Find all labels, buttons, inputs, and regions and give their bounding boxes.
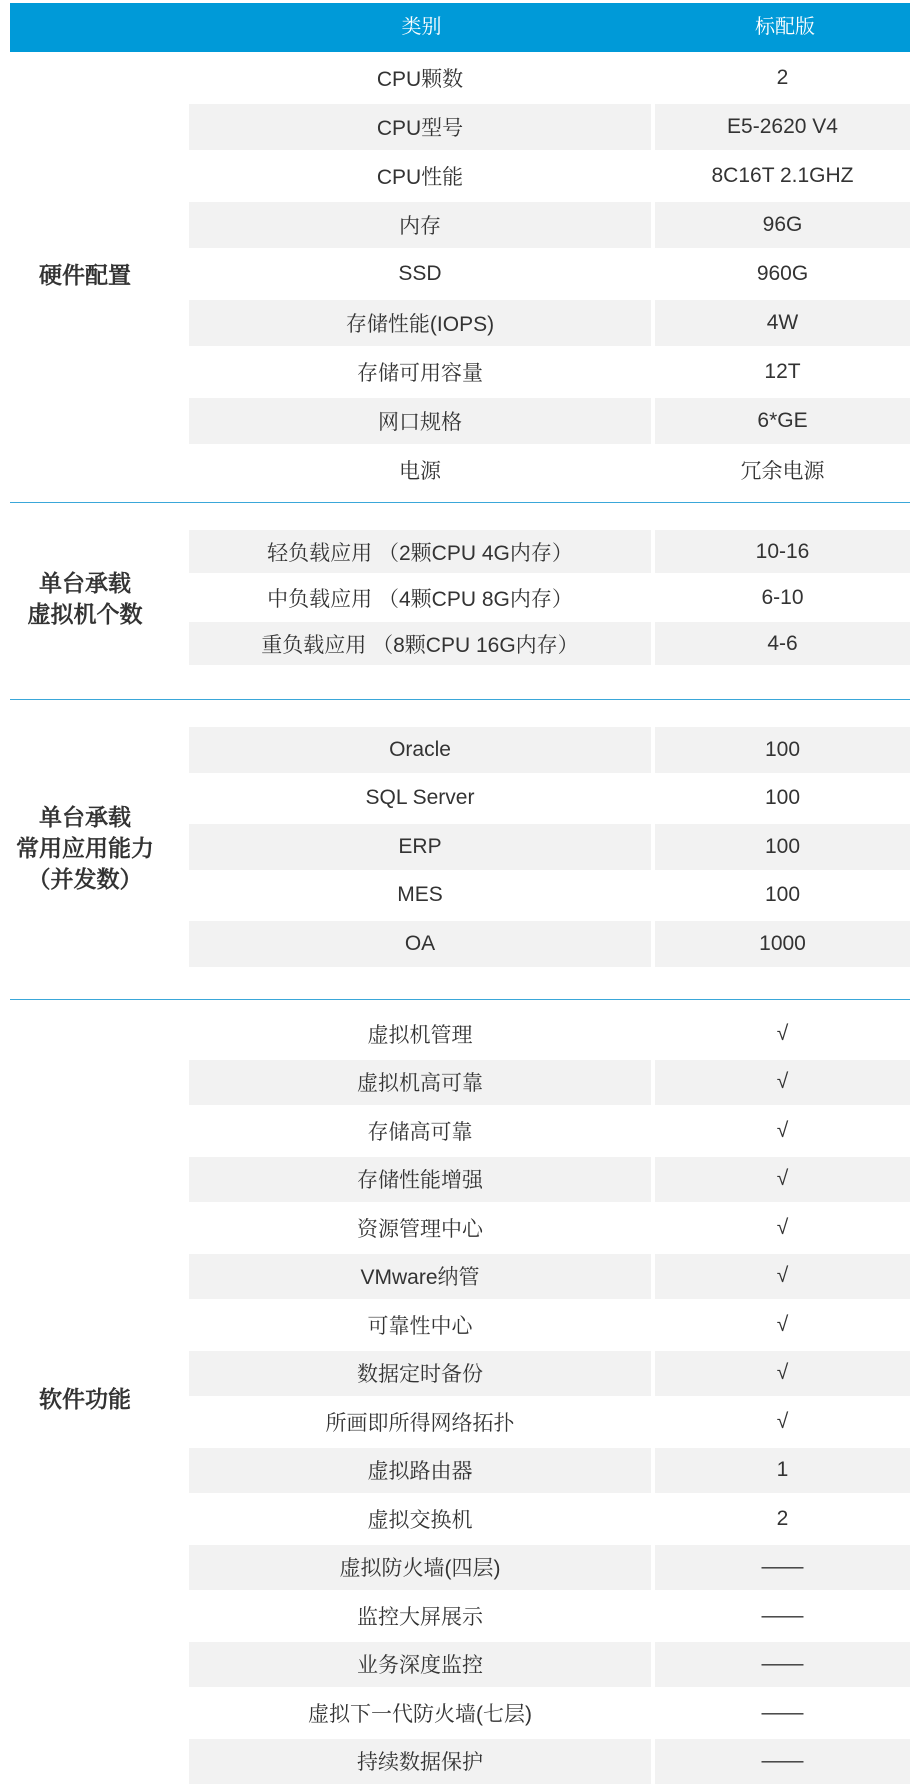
item-cell: SSD (398, 262, 442, 285)
item-cell: 内存 (189, 202, 651, 248)
value-cell: 1000 (655, 921, 910, 967)
table-row (189, 1448, 910, 1494)
table-row (189, 824, 910, 870)
section-1 (0, 55, 910, 505)
value-cell: 12T (764, 360, 801, 383)
table-row (189, 530, 910, 573)
item-cell: 监控大屏展示 (357, 1605, 483, 1629)
item-cell: 业务深度监控 (189, 1642, 651, 1688)
item-cell: 虚拟机高可靠 (189, 1060, 651, 1106)
table-row (189, 727, 910, 773)
item-cell: ERP (189, 824, 651, 870)
section-title-line: （并发数） (27, 865, 143, 892)
item-cell: 持续数据保护 (189, 1739, 651, 1785)
value-cell: √ (655, 1157, 910, 1203)
value-cell: 1 (655, 1448, 910, 1494)
value-cell: √ (776, 1409, 789, 1433)
value-cell: 100 (764, 786, 801, 810)
section-title (0, 1384, 170, 1415)
item-cell: SQL Server (365, 786, 475, 810)
table-row (189, 873, 910, 919)
value-cell: —— (761, 1700, 804, 1724)
item-cell: 所画即所得网络拓扑 (325, 1411, 515, 1435)
table-row (189, 576, 910, 619)
table-row (189, 1690, 910, 1736)
table-row (189, 1205, 910, 1251)
item-cell: 虚拟交换机 (367, 1508, 473, 1532)
section-2 (0, 503, 910, 701)
item-cell: 存储性能(IOPS) (189, 300, 651, 346)
value-cell: —— (655, 1545, 910, 1591)
value-cell: √ (655, 1254, 910, 1300)
table-row (189, 251, 910, 297)
value-cell: 10-16 (655, 530, 910, 573)
table-row (189, 1593, 910, 1639)
table-row (189, 1157, 910, 1203)
table-row (189, 1642, 910, 1688)
item-cell: OA (189, 921, 651, 967)
section-title-line: 虚拟机个数 (27, 601, 143, 627)
item-cell: 轻负载应用 （2颗CPU 4G内存） (189, 530, 651, 573)
section-title-line: 常用应用能力 (16, 834, 154, 861)
header-category: 类别 (401, 16, 442, 38)
section-title (0, 260, 170, 291)
table-row (189, 1545, 910, 1591)
item-cell: VMware纳管 (189, 1254, 651, 1300)
value-cell: √ (776, 1118, 789, 1142)
table-row (189, 202, 910, 248)
table-row (189, 349, 910, 395)
section-title-line: 硬件配置 (39, 262, 131, 288)
value-cell: √ (776, 1312, 789, 1336)
item-cell: 网口规格 (189, 398, 651, 444)
section-title (0, 568, 170, 630)
value-cell: 8C16T 2.1GHZ (711, 164, 854, 187)
item-cell: MES (397, 883, 443, 907)
section-4 (0, 1000, 910, 1790)
table-row (189, 622, 910, 665)
table-row (189, 1351, 910, 1397)
table-row (189, 1302, 910, 1348)
table-row (189, 1108, 910, 1154)
item-cell: 存储性能增强 (189, 1157, 651, 1203)
item-cell: CPU性能 (376, 166, 464, 189)
value-cell: 4-6 (655, 622, 910, 665)
value-cell: 100 (655, 727, 910, 773)
value-cell: —— (655, 1642, 910, 1688)
item-cell: 电源 (399, 460, 441, 483)
value-cell: 2 (776, 1506, 789, 1530)
section-title-line: 单台承载 (39, 570, 131, 596)
item-cell: 虚拟路由器 (189, 1448, 651, 1494)
table-row (189, 921, 910, 967)
value-cell: 960G (756, 262, 809, 285)
table-row (189, 1011, 910, 1057)
item-cell: CPU颗数 (376, 68, 464, 91)
section-title (0, 802, 170, 895)
value-cell: √ (655, 1351, 910, 1397)
value-cell: √ (655, 1060, 910, 1106)
item-cell: 可靠性中心 (367, 1314, 473, 1338)
value-cell: —— (761, 1603, 804, 1627)
item-cell: 中负载应用 （4颗CPU 8G内存） (267, 587, 573, 611)
value-cell: 96G (655, 202, 910, 248)
table-row (189, 1060, 910, 1106)
value-cell: 100 (655, 824, 910, 870)
item-cell: 资源管理中心 (357, 1217, 483, 1241)
item-cell: 虚拟防火墙(四层) (189, 1545, 651, 1591)
table-row (189, 398, 910, 444)
table-row (189, 776, 910, 822)
table-header (10, 3, 910, 52)
table-row (189, 1739, 910, 1785)
item-cell: 数据定时备份 (189, 1351, 651, 1397)
table-row (189, 447, 910, 493)
value-cell: 冗余电源 (740, 460, 825, 483)
table-row (189, 1254, 910, 1300)
value-cell: √ (776, 1021, 789, 1045)
value-cell: 6*GE (655, 398, 910, 444)
table-row (189, 55, 910, 101)
item-cell: 虚拟机管理 (367, 1023, 473, 1047)
value-cell: 6-10 (761, 585, 804, 609)
section-title-line: 软件功能 (39, 1385, 131, 1412)
table-row (189, 153, 910, 199)
table-row (189, 1399, 910, 1445)
item-cell: 重负载应用 （8颗CPU 16G内存） (189, 622, 651, 665)
value-cell: E5-2620 V4 (655, 104, 910, 150)
table-row (189, 300, 910, 346)
table-row (189, 104, 910, 150)
item-cell: 虚拟下一代防火墙(七层) (308, 1702, 532, 1726)
value-cell: √ (776, 1215, 789, 1239)
table-row (189, 1496, 910, 1542)
section-3 (0, 700, 910, 997)
value-cell: —— (655, 1739, 910, 1785)
item-cell: CPU型号 (189, 104, 651, 150)
item-cell: Oracle (189, 727, 651, 773)
value-cell: 4W (655, 300, 910, 346)
header-standard: 标配版 (755, 16, 815, 38)
section-title-line: 单台承载 (39, 803, 131, 830)
item-cell: 存储可用容量 (357, 362, 483, 385)
value-cell: 100 (764, 883, 801, 907)
value-cell: 2 (776, 66, 789, 89)
item-cell: 存储高可靠 (367, 1120, 473, 1144)
